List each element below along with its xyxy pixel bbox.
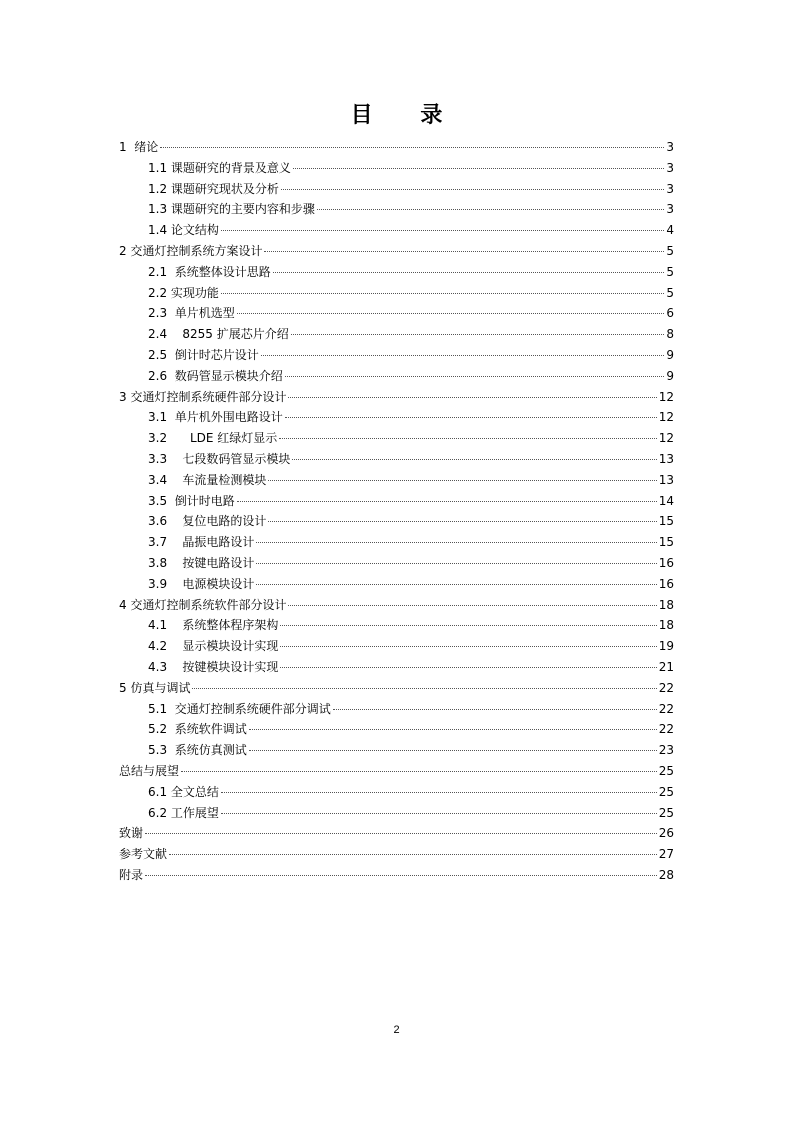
toc-entry[interactable] (119, 366, 674, 387)
dot-leader (281, 189, 664, 190)
dot-leader (333, 709, 657, 710)
dot-leader (160, 147, 664, 148)
toc-entry[interactable] (119, 761, 674, 782)
toc-entry-page: 3 (666, 160, 674, 175)
dot-leader (279, 438, 656, 439)
dot-leader (256, 563, 656, 564)
toc-entry[interactable] (119, 636, 674, 657)
dot-leader (273, 272, 665, 273)
toc-entry[interactable] (119, 532, 674, 553)
toc-entry-page: 12 (658, 431, 674, 446)
toc-entry-label: 5.3 系统仿真测试 (148, 743, 247, 758)
toc-entry-label: 2.6 数码管显示模块介绍 (148, 368, 283, 383)
toc-entry-page: 13 (658, 472, 674, 487)
toc-entry-page: 18 (658, 597, 674, 612)
toc-entry[interactable] (119, 844, 674, 865)
toc-entry-page: 13 (658, 451, 674, 466)
toc-entry[interactable] (119, 199, 674, 220)
dot-leader (280, 625, 656, 626)
toc-entry-label: 3.1 单片机外围电路设计 (148, 410, 283, 425)
toc-entry-page: 23 (658, 743, 674, 758)
toc-entry-label: 5.1 交通灯控制系统硬件部分调试 (148, 701, 331, 716)
toc-entry-page: 9 (666, 368, 674, 383)
toc-entry-label: 总结与展望 (119, 763, 180, 778)
toc-entry[interactable] (119, 137, 674, 158)
toc-entry-page: 22 (658, 722, 674, 737)
dot-leader (292, 459, 656, 460)
dot-leader (237, 313, 665, 314)
dot-leader (264, 251, 664, 252)
dot-leader (280, 646, 656, 647)
toc-entry[interactable] (119, 699, 674, 720)
toc-entry-page: 16 (658, 576, 674, 591)
toc-entry-label: 3.9 电源模块设计 (148, 576, 255, 591)
toc-entry-label: 3.3 七段数码管显示模块 (148, 451, 291, 466)
toc-entry[interactable] (119, 407, 674, 428)
toc-entry-label: 3.6 复位电路的设计 (148, 514, 267, 529)
dot-leader (268, 480, 656, 481)
dot-leader (249, 729, 657, 730)
toc-entry-label: 4.1 系统整体程序架构 (148, 618, 279, 633)
dot-leader (288, 605, 656, 606)
toc-entry-label: 参考文献 (119, 847, 168, 862)
toc-entry-page: 15 (658, 535, 674, 550)
toc-entry-page: 18 (658, 618, 674, 633)
toc-entry-label: 1 绪论 (119, 140, 159, 154)
toc-entry-page: 25 (658, 763, 674, 778)
toc-entry-page: 25 (658, 784, 674, 799)
dot-leader (221, 813, 657, 814)
toc-entry-page: 12 (658, 410, 674, 425)
toc-entry-label: 3.5 倒计时电路 (148, 493, 235, 508)
dot-leader (317, 209, 664, 210)
toc-entry-page: 19 (658, 639, 674, 654)
toc-entry-label: 2 交通灯控制系统方案设计 (119, 243, 263, 258)
toc-entry[interactable] (119, 470, 674, 491)
toc-entry-page: 5 (666, 264, 674, 279)
toc-entry-page: 21 (658, 659, 674, 674)
toc-entry-page: 22 (658, 701, 674, 716)
toc-entry-label: 4.2 显示模块设计实现 (148, 639, 279, 654)
dot-leader (256, 584, 656, 585)
toc-entry-label: 3.4 车流量检测模块 (148, 472, 267, 487)
toc-entry-page: 5 (666, 243, 674, 258)
toc-entry[interactable] (119, 303, 674, 324)
toc-entry[interactable] (119, 511, 674, 532)
dot-leader (291, 334, 665, 335)
toc-entry[interactable] (119, 574, 674, 595)
toc-entry-page: 25 (658, 805, 674, 820)
toc-entry[interactable] (119, 283, 674, 304)
toc-entry[interactable] (119, 241, 674, 262)
toc-entry[interactable] (119, 740, 674, 761)
toc-entry-page: 3 (666, 181, 674, 196)
toc-entry[interactable] (119, 428, 674, 449)
toc-entry[interactable] (119, 491, 674, 512)
toc-entry-label: 1.1 课题研究的背景及意义 (148, 160, 291, 175)
toc-entry-label: 2.5 倒计时芯片设计 (148, 347, 259, 362)
toc-entry-page: 4 (666, 223, 674, 238)
toc-entry-label: 3 交通灯控制系统硬件部分设计 (119, 389, 287, 404)
dot-leader (288, 397, 656, 398)
toc-entry[interactable] (119, 262, 674, 283)
toc-entry-page: 5 (666, 285, 674, 300)
toc-entry-label: 2.1 系统整体设计思路 (148, 264, 271, 279)
toc-entry-page: 12 (658, 389, 674, 404)
dot-leader (261, 355, 665, 356)
toc-entry[interactable] (119, 823, 674, 844)
toc-entry[interactable] (119, 678, 674, 699)
toc-entry-label: 1.2 课题研究现状及分析 (148, 181, 279, 196)
toc-entry-label: 5.2 系统软件调试 (148, 722, 247, 737)
toc-entry[interactable] (119, 220, 674, 241)
table-of-contents (119, 137, 674, 886)
toc-entry[interactable] (119, 345, 674, 366)
page-title: 目 录 (350, 103, 463, 128)
dot-leader (285, 417, 657, 418)
toc-entry-page: 28 (658, 867, 674, 882)
dot-leader (221, 293, 664, 294)
toc-entry-page: 16 (658, 555, 674, 570)
dot-leader (285, 376, 665, 377)
toc-entry-label: 附录 (119, 867, 144, 882)
dot-leader (293, 168, 664, 169)
toc-entry-label: 4 交通灯控制系统软件部分设计 (119, 597, 287, 612)
dot-leader (256, 542, 656, 543)
toc-entry[interactable] (119, 553, 674, 574)
toc-entry[interactable] (119, 387, 674, 408)
toc-entry-page: 15 (658, 514, 674, 529)
toc-entry-label: 4.3 按键模块设计实现 (148, 659, 279, 674)
page-number: 2 (393, 1024, 400, 1036)
toc-entry[interactable] (119, 179, 674, 200)
toc-entry[interactable] (119, 803, 674, 824)
toc-entry-label: 3.8 按键电路设计 (148, 555, 255, 570)
toc-entry-label: 1.3 课题研究的主要内容和步骤 (148, 202, 315, 217)
toc-entry-label: 3.2 LDE 红绿灯显示 (148, 431, 278, 446)
toc-entry-label: 1.4 论文结构 (148, 223, 219, 238)
toc-entry-label: 2.3 单片机选型 (148, 306, 235, 321)
toc-entry-label: 6.1 全文总结 (148, 784, 219, 799)
dot-leader (169, 854, 657, 855)
dot-leader (145, 875, 657, 876)
toc-entry-label: 致谢 (119, 826, 144, 841)
toc-entry-label: 2.2 实现功能 (148, 285, 219, 300)
toc-entry[interactable] (119, 865, 674, 886)
toc-entry-page: 26 (658, 826, 674, 841)
toc-entry-label: 3.7 晶振电路设计 (148, 535, 255, 550)
toc-entry-page: 14 (658, 493, 674, 508)
toc-entry[interactable] (119, 158, 674, 179)
dot-leader (221, 230, 664, 231)
toc-entry-page: 3 (666, 202, 674, 217)
toc-entry[interactable] (119, 595, 674, 616)
dot-leader (268, 521, 656, 522)
dot-leader (237, 501, 657, 502)
toc-entry-label: 6.2 工作展望 (148, 805, 219, 820)
toc-entry-page: 22 (658, 680, 674, 695)
toc-entry-page: 8 (666, 327, 674, 342)
toc-entry-page: 9 (666, 347, 674, 362)
toc-entry[interactable] (119, 782, 674, 803)
toc-entry[interactable] (119, 324, 674, 345)
dot-leader (145, 833, 657, 834)
dot-leader (192, 688, 656, 689)
dot-leader (221, 792, 657, 793)
toc-entry-page: 3 (666, 140, 674, 154)
dot-leader (280, 667, 656, 668)
toc-entry-label: 2.4 8255 扩展芯片介绍 (148, 327, 289, 342)
toc-entry-page: 27 (658, 847, 674, 862)
toc-entry[interactable] (119, 719, 674, 740)
dot-leader (249, 750, 657, 751)
dot-leader (181, 771, 657, 772)
toc-entry[interactable] (119, 657, 674, 678)
toc-entry[interactable] (119, 449, 674, 470)
toc-entry-page: 6 (666, 306, 674, 321)
toc-entry-label: 5 仿真与调试 (119, 680, 191, 695)
toc-entry[interactable] (119, 615, 674, 636)
